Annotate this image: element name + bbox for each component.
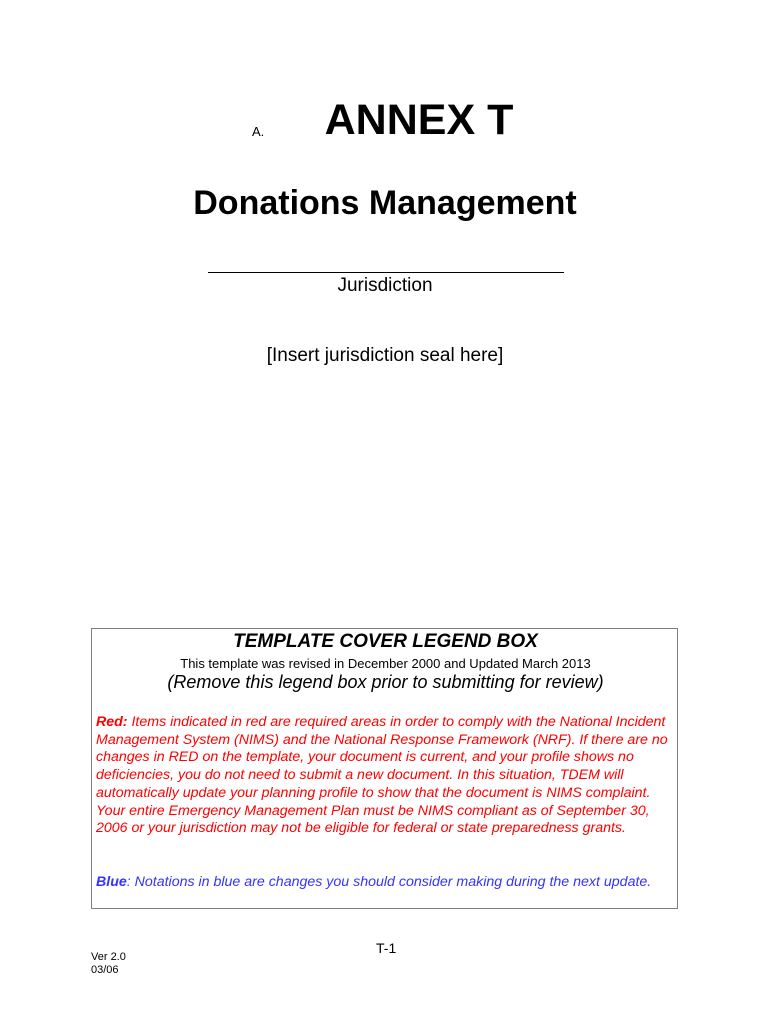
template-legend-box [91,628,678,909]
legend-blue-text: : Notations in blue are changes you should consider making during the next update. [126,874,652,890]
seal-placeholder: [Insert jurisdiction seal here] [266,345,504,366]
legend-blue-lead: Blue [96,874,127,890]
legend-revision-note: This template was revised in December 2000 and Updated March 2013 [180,656,591,671]
footer-version: Ver 2.0 [91,951,126,963]
legend-red-lead: Red: [96,714,128,730]
legend-blue-paragraph [96,874,671,892]
page-number: T-1 [376,940,397,956]
legend-title: TEMPLATE COVER LEGEND BOX [233,631,538,652]
annex-title: ANNEX T [324,96,514,144]
legend-red-paragraph [96,714,671,838]
legend-remove-note: (Remove this legend box prior to submitting for review) [167,672,604,692]
footer-date: 03/06 [91,964,119,976]
annex-prefix: A. [252,124,265,139]
jurisdiction-label: Jurisdiction [337,275,433,296]
document-title: Donations Management [193,184,577,222]
jurisdiction-blank-line [208,254,564,273]
footer-version-block [91,951,126,977]
legend-red-text: Items indicated in red are required areas in order to comply with the National Incident Management System (NIMS) and the National Response Framework (NRF). If there are no changes in RED on the template, your document is current, and your profile shows no deficiencies, you do not need to submit a new document. In this situation, TDEM will automatically update your planning profile to show that the document is NIMS complaint. Your entire Emergency Management Plan must be NIMS compliant as of September 30, 2006 or your jurisdiction may not be eligible for federal or state preparedness grants. [96,714,668,837]
